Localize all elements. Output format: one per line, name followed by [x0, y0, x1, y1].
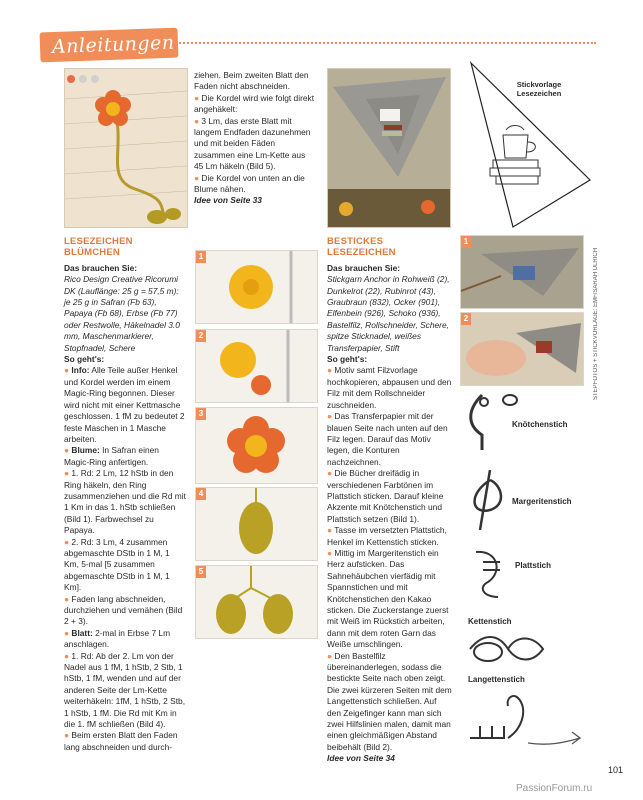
- embroidered-bookmark-photo: [327, 68, 451, 228]
- langettenstich-diagram: [468, 688, 588, 758]
- list-item: ● Info: Alle Teile außer Henkel und Kordel werden im einem Magic-Ring begonnen. Dieser wird nicht mit einer Kettmasche geschlossen. 1 fM zu bedeutet 2 feste Maschen in 1 Masche arbeiten.: [64, 365, 185, 444]
- section-title: Anleitungen: [51, 31, 175, 58]
- left-howto-label: So geht's:: [64, 354, 105, 365]
- watermark: PassionForum.ru: [516, 783, 593, 794]
- header-dotted-line: [176, 42, 596, 44]
- embroidery-step-photo-2: 2: [460, 312, 584, 386]
- list-item: ● Die Bücher dreifädig in verschiedenen Farbtönen im Plattstich sticken. Darauf kleine Akzente mit Knötchenstich und Plattstich setzen (Bild 1).: [327, 468, 444, 524]
- stitch-label-ketten: Kettenstich: [468, 617, 512, 626]
- list-item: ● Das Transferpapier mit der blauen Seite nach unten auf den Filz legen. Darauf das Motiv legen, die Konturen nachzeichnen.: [327, 411, 448, 467]
- list-item: ● 2. Rd: 3 Lm, 4 zusammen abgemaschte DStb in 1 M, 1 Km, 5-mal [5 zusammen abgemaschte DStb in 1 M, 1 Km].: [64, 536, 170, 593]
- list-item: ● 1. Rd: 2 Lm, 12 hStb in den Ring häkeln, den Ring zusammenziehen und die Rd mit 1 Km in das 1. hStb schließen (Bild 1). Farbwechsel zu Papaya.: [64, 468, 186, 536]
- list-item: ● Die Kordel wird wie folgt direkt angehäkelt:: [194, 92, 315, 115]
- left-needs-text: Rico Design Creative Ricorumi DK (Lauflänge: 25 g = 57,5 m): je 25 g in Safran (Fb 63), Papaya (Fb 68), Erbse (Fb 77) oder Restwolle, Häkelnadel 3.0 mm, Maschenmarkierer, Stopfnadel, Schere: [64, 274, 180, 353]
- embroidery-step-photo-1: 1: [460, 235, 584, 309]
- step-photo-1: 1: [195, 250, 318, 324]
- list-item: ● Tasse im versetzten Plattstich, Henkel im Kettenstich sticken.: [327, 525, 447, 547]
- right-text-column: [327, 236, 452, 765]
- right-needs-text: Stickgarn Anchor in Rohweiß (2), Dunkelrot (22), Rubinrot (43), Graubraun (832), Ocker (901), Elfenbein (926), Schoko (936), Bastelfilz, Rollschneider, Schere, spitze Sticknadel, weißes Transferpapier, Stift: [327, 274, 450, 353]
- list-item: ● Die Kordel von unten an die Blume nähen.: [194, 172, 305, 195]
- bookmark-flower-photo: [64, 68, 188, 228]
- step-photo-4: 4: [195, 487, 318, 561]
- list-item: ● Mittig im Margeritenstich ein Herz aufsticken. Das Sahnehäubchen vierfädig mit Spannstichen und mit Knötchenstichen den Kakao sticken. Die Zuckerstange zuerst mit Weiß im Rückstich arbeiten, dann mit dem roten Garn das Weiße umschlingen.: [327, 547, 449, 650]
- stitch-label-knoetchen: Knötchenstich: [512, 420, 568, 429]
- section-banner: [40, 28, 179, 63]
- plattstich-diagram: [468, 542, 518, 602]
- photo-credit: STEPFOTOS + STICKVORLAGE: EMF/SARAH ULRICH: [593, 247, 599, 400]
- idea-reference: Idee von Seite 33: [194, 195, 262, 206]
- right-heading: BESTICKES LESEZEICHEN: [327, 236, 396, 259]
- list-item: ● Motiv samt Filzvorlage hochkopieren, abpausen und den Filz mit dem Rollschneider zuschneiden.: [327, 365, 452, 410]
- left-text-column: [64, 236, 186, 753]
- template-label: Stickvorlage Lesezeichen: [516, 80, 562, 98]
- list-item: ● Blume: In Safran einen Magic-Ring anfertigen.: [64, 445, 159, 467]
- right-howto-label: So geht's:: [327, 354, 368, 365]
- right-needs-label: Das brauchen Sie:: [327, 262, 401, 273]
- list-item: ● 1. Rd: Ab der 2. Lm von der Nadel aus 1 fM, 1 hStb, 2 Stb, 1 hStb, 1 fM, wenden und auf der anderen Seite der Lm-Kette weiterhäkeln: 1fM, 1 hStb, 2 Stb, 1 hStb, 1 fM. Die Rd mit Km in die 1. fM schließen (Bild 4).: [64, 650, 186, 730]
- list-item: ● Blatt: 2-mal in Erbse 7 Lm anschlagen.: [64, 627, 171, 650]
- page-number: 101: [608, 765, 624, 775]
- step-photo-3: 3: [195, 407, 318, 484]
- list-item: ● Beim ersten Blatt den Faden lang abschneiden und durch-: [64, 730, 178, 752]
- kettenstich-diagram: [468, 627, 548, 667]
- step-photo-2: 2: [195, 329, 318, 403]
- middle-text-column: [194, 70, 316, 207]
- left-needs-label: Das brauchen Sie:: [64, 262, 138, 273]
- stitch-label-margeriten: Margeritenstich: [512, 497, 572, 506]
- list-item: ● Faden lang abschneiden, durchziehen und vernähen (Bild 2 + 3).: [64, 593, 183, 627]
- step-photo-5: 5: [195, 565, 318, 639]
- idea-reference: Idee von Seite 34: [327, 753, 395, 764]
- left-heading: LESEZEICHEN BLÜMCHEN: [64, 236, 133, 259]
- list-item: ● Den Bastelfilz übereinanderlegen, sodass die bestickte Seite nach oben zeigt. Die zwei kürzeren Seiten mit dem Langettenstich schließen. Auf den Zeigefinger kann man sich zwei Hilfslinien malen, damit man einen gleichmäßigen Abstand beibehält (Bild 2).: [327, 650, 452, 752]
- list-item: ● 3 Lm, das erste Blatt mit langem Endfaden dazunehmen und mit beiden Fäden zusammen eine Lm-Kette aus 45 Lm häkeln (Bild 5).: [194, 115, 311, 172]
- stitch-label-platt: Plattstich: [515, 561, 552, 570]
- continued-text: ziehen. Beim zweiten Blatt den Faden nicht abschneiden.: [194, 70, 309, 92]
- stitch-label-langetten: Langettenstich: [468, 675, 525, 684]
